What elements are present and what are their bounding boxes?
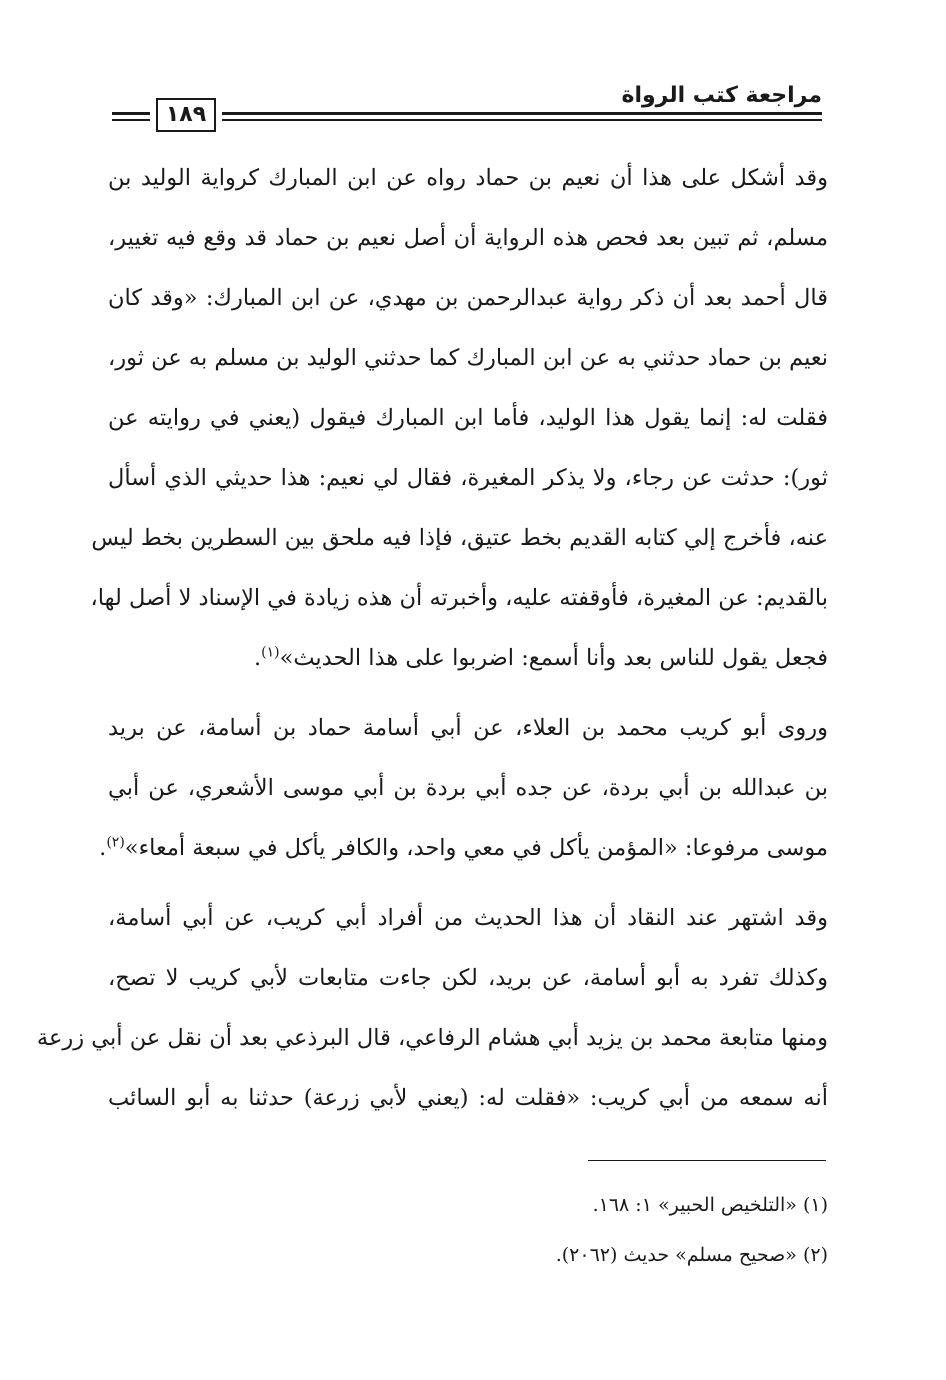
text-line: ومنها متابعة محمد بن يزيد أبي هشام الرفاعي، قال البرذعي بعد أن نقل عن أبي زرعة <box>36 1025 828 1051</box>
text-line: وقد اشتهر عند النقاد أن هذا الحديث من أفراد أبي كريب، عن أبي أسامة، <box>108 905 828 931</box>
text-line: أنه سمعه من أبي كريب: «فقلت له: (يعني لأبي زرعة) حدثنا به أبو السائب <box>108 1085 829 1111</box>
footnote-separator <box>588 1160 826 1161</box>
sentence-end: . <box>253 645 262 671</box>
text-line: بن عبدالله بن أبي بردة، عن جده أبي بردة بن أبي موسى الأشعري، عن أبي <box>108 775 828 801</box>
footnote-ref-1: (١) <box>261 644 280 661</box>
paragraph-3 <box>36 888 829 1128</box>
text-line: وقد أشكل على هذا أن نعيم بن حماد رواه عن ابن المبارك كرواية الوليد بن <box>108 165 828 191</box>
text-line: نعيم بن حماد حدثني به عن ابن المبارك كما حدثني الوليد بن مسلم به عن ثور، <box>108 345 828 371</box>
page-header <box>112 82 822 130</box>
body-text <box>36 148 829 1128</box>
page-number: ١٨٩ <box>156 98 216 132</box>
footnote-1: (١) «التلخيص الحبير» ١: ١٦٨. <box>592 1194 828 1216</box>
text-line: مسلم، ثم تبين بعد فحص هذه الرواية أن أصل نعيم بن حماد قد وقع فيه تغيير، <box>108 225 828 251</box>
footnote-ref-2: (٢) <box>106 834 125 851</box>
sentence-end: . <box>99 835 107 861</box>
header-double-rule <box>222 112 822 124</box>
text-line: قال أحمد بعد أن ذكر رواية عبدالرحمن بن مهدي، عن ابن المبارك: «وقد كان <box>108 285 828 311</box>
text-line: فقلت له: إنما يقول هذا الوليد، فأما ابن المبارك فيقول (يعني في روايته عن <box>108 405 828 431</box>
text-line-last <box>99 818 828 878</box>
text-line: بالقديم: عن المغيرة، فأوقفته عليه، وأخبرته أن هذه زيادة في الإسناد لا أصل لها، <box>90 585 828 611</box>
text-line: موسى مرفوعا: «المؤمن يأكل في معي واحد، والكافر يأكل في سبعة أمعاء» <box>124 835 828 861</box>
text-line: وكذلك تفرد به أبو أسامة، عن بريد، لكن جاءت متابعات لأبي كريب لا تصح، <box>108 965 828 991</box>
text-line: فجعل يقول للناس بعد وأنا أسمع: اضربوا على هذا الحديث» <box>279 645 828 671</box>
text-line-last <box>108 628 828 688</box>
text-line: وروى أبو كريب محمد بن العلاء، عن أبي أسامة حماد بن أسامة، عن بريد <box>108 715 828 741</box>
paragraph-2 <box>99 698 828 878</box>
footnote-2: (٢) «صحيح مسلم» حديث (٢٠٦٢). <box>555 1244 828 1266</box>
footnotes <box>108 1180 828 1280</box>
paragraph-1 <box>90 148 828 688</box>
text-line: عنه، فأخرج إلي كتابه القديم بخط عتيق، فإذا فيه ملحق بين السطرين بخط ليس <box>91 525 828 551</box>
text-line: ثور): حدثت عن رجاء، ولا يذكر المغيرة، فقال لي نعيم: هذا حديثي الذي أسأل <box>108 465 828 491</box>
running-title: مراجعة كتب الرواة <box>621 83 822 108</box>
header-short-rule <box>112 112 150 124</box>
